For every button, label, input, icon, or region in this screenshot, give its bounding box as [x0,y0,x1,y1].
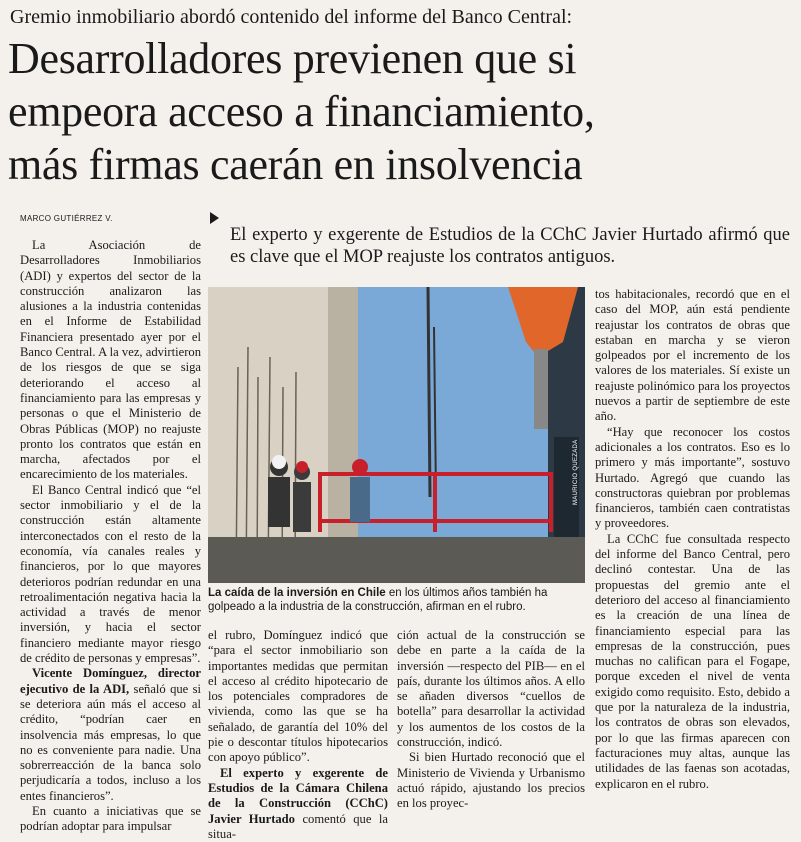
headline [8,32,792,191]
paragraph: La Asociación de Desarrolladores Inmobiliarios (ADI) y expertos del sector de la construcción analizaron las alusiones a la industria contenidas en el Informe de Estabilidad Financiera presentado ayer por el Banco Central. A la vez, advirtieron de los riesgos de que se siga deteriorando el acceso al financiamiento para las empresas y personas o que el Ministerio de Obras Públicas (MOP) no reajuste pronto los contratos que están en marcha, afectados por el encarecimiento de los materiales. [20,238,201,482]
construction-photo-illustration [208,287,585,583]
headline-line: Desarrolladores previenen que si [8,34,577,83]
headline-line: empeora acceso a financiamiento, [8,87,595,136]
construction-photo [208,287,585,583]
paragraph [208,766,388,842]
bold-lead-in: Vicente Domínguez, director ejecutivo de la ADI, [20,666,201,696]
paragraph: En cuanto a iniciativas que se podrían adoptar para impulsar [20,803,201,834]
caption-text: en los últimos años también ha golpeado a la industria de la construcción, afirman en el rubro. [208,587,548,613]
paragraph: tos habitacionales, recordó que en el caso del MOP, aún está pendiente reajustar los contratos de obras que estaban en marcha y se vieron golpeados por el incremento de los valores de los materiales. Sí existe un reajuste polinómico para los proyectos nuevos a partir de septiembre de este año. [595,287,790,424]
paragraph: “Hay que reconocer los costos adicionales a los contratos. Eso es lo primero y más importante”, sostuvo Hurtado. Agregó que cuando las constructoras quiebran por problemas financieros, también caen contratistas y proveedores. [595,424,790,531]
bold-lead-in: El experto y exgerente de Estudios de la Cámara Chilena de la Construcción (CChC) Javier Hurtado [208,765,388,826]
paragraph [20,666,201,804]
lead-paragraph: El experto y exgerente de Estudios de la CChC Javier Hurtado afirmó que es clave que el MOP reajuste los contratos antiguos. [230,225,790,267]
kicker: Gremio inmobiliario abordó contenido del informe del Banco Central: [10,6,573,28]
article-column-3 [397,628,585,812]
paragraph: ción actual de la construcción se debe en parte a la caída de la inversión —respecto del PIB— en el país, durante los últimos años. A ello se añaden diversos “cuellos de botella” para desarrollar la actividad y los aumentos de los costos de la construcción, indicó. [397,628,585,750]
article-column-2 [208,628,388,842]
article-column-1 [20,238,201,835]
paragraph: El Banco Central indicó que “el sector inmobiliario y el de la construcción están altamente interconectados con el resto de la economía, vía canales reales y financieros, por lo que mayores deterioros podrían redundar en una retroalimentación negativa hacia la actividad a través de menor inversión, y hacia el sector financiero mediante mayor riesgo de crédito de personas y empresas”. [20,482,201,666]
byline: MARCO GUTIÉRREZ V. [20,214,113,223]
paragraph: La CChC fue consultada respecto del informe del Banco Central, pero declinó contestar. Una de las propuestas del gremio ante el deterioro del acceso al financiamiento es la creación de una línea de financiamiento especial para las empresas de la construcción, pues muchas no califican para el Fogape, porque exceden el nivel de venta exigido como requisito. Esto, debido a que por la naturaleza de la industria, los contratos de obras son elevados, por lo que las firmas aparecen con facturaciones muy altas, aunque las utilidades de las faenas son acotadas, explicaron en el rubro. [595,531,790,791]
article-column-4 [595,287,790,792]
paragraph-text: señaló que si se deteriora aún más el acceso al crédito, “podrían caer en insolvencia más empresas, lo que no es conveniente para nadie. Una sobrerreacción de la banca solo perjudicaría a todos, incluso a los entes financieros”. [20,681,201,803]
photo-credit: MAURICIO QUEZADA [573,439,579,505]
paragraph: Si bien Hurtado reconoció que el Ministerio de Vivienda y Urbanismo actuó rápido, ajustando los precios en los proyec- [397,750,585,811]
photo-caption [208,586,588,614]
lead-marker-icon [210,212,219,224]
paragraph-text: comentó que la situa- [208,811,388,841]
headline-line: más firmas caerán en insolvencia [8,140,583,189]
caption-bold: La caída de la inversión en Chile [208,587,386,599]
paragraph: el rubro, Domínguez indicó que “para el sector inmobiliario son importantes medidas que permitan el acceso al crédito hipotecario de los potenciales compradores de vivienda, como las que se ha señalado, de garantía del 10% del pie o descontar títulos hipotecarios con apoyo público”. [208,628,388,765]
